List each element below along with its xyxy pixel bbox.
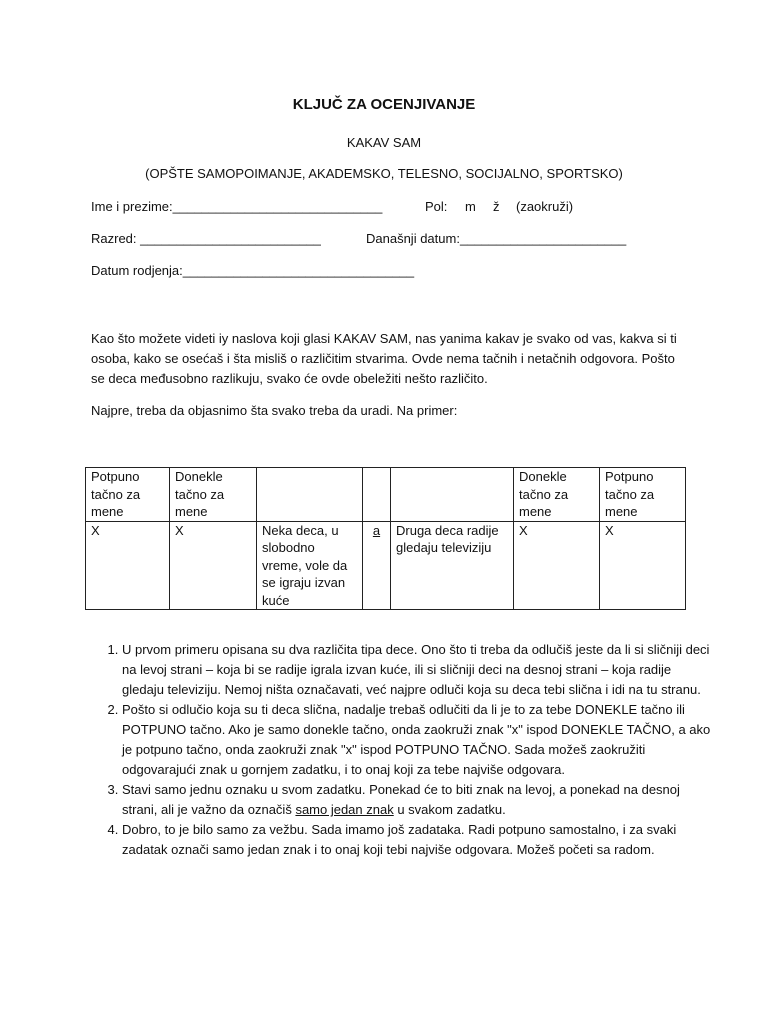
instruction-item: 2. Pošto si odlučio koja su ti deca slična, nadalje trebaš odlučiti da li je to za tebe DONEKLE tačno ili POTPUNO tačno. Ako je samo donekle tačno, onda zaokruži znak "x" ispod DONEKLE TAČNO, a ako je potpuno tačno, onda zaokruži znak "x" ispod POTPUNO TAČNO. Sada možeš zaokružiti odgovarajući znak u gornjem zadatku, i to onaj koji za tebe najviše odgovara. [122,700,712,780]
table-cell: X [170,521,257,610]
instruction-item: 1. U prvom primeru opisana su dva različita tipa dece. Ono što ti treba da odlučiš jeste da li si sličniji deci na levoj strani – koja bi se radije igrala izvan kuće, ili si sličniji deci na desnoj strani – koja radije gledaju televiziju. Nemoj ništa označavati, već najpre odluči koja su deca tebi slična i idi na tu stranu. [122,640,712,700]
document-subtitle: KAKAV SAM [346,135,422,150]
document-title: KLJUČ ZA OCENJIVANJE [292,96,476,113]
example-intro: Najpre, treba da objasnimo šta svako treba da uradi. Na primer: [91,403,458,418]
class-field: Razred: _________________________ [91,231,321,246]
table-header-cell: Donekle tačno za mene [514,468,600,522]
sex-note: (zaokruži) [516,199,574,214]
table-header-cell: Potpuno tačno za mene [86,468,170,522]
intro-paragraph: Kao što možete videti iy naslova koji glasi KAKAV SAM, nas yanima kakav je svako od vas, kakva si ti osoba, kako se osećaš i šta misliš o različitim stvarima. Ovde nema tačnih i netačnih odgovora. Pošto se deca međusobno razlikuju, svako će ovde obeležiti nešto različito. [91,331,677,386]
table-header-cell [391,468,514,522]
sex-option-m: m [465,199,476,214]
table-header-cell [363,468,391,522]
table-cell: Neka deca, u slobodno vreme, vole da se igraju izvan kuće [257,521,363,610]
categories-line: (OPŠTE SAMOPOIMANJE, AKADEMSKO, TELESNO, SOCIJALNO, SPORTSKO) [145,166,623,181]
instruction-item: 4. Dobro, to je bilo samo za vežbu. Sada imamo još zadataka. Radi potpuno samostalno, i za svaki zadatak označi samo jedan znak i to onaj koji tebi najviše odgovara. Možeš početi sa radom. [122,820,712,860]
instruction-text: Stavi samo jednu oznaku u svom zadatku. Ponekad će to biti znak na levoj, a ponekad na desnoj strani, ali je važno da označiš [122,782,680,817]
table-header-row [86,468,686,522]
instruction-item [122,780,712,820]
instruction-emphasis: samo jedan znak [295,802,394,817]
date-field: Današnji datum:_______________________ [366,231,627,246]
table-header-cell [257,468,363,522]
table-cell: Druga deca radije gledaju televiziju [391,521,514,610]
sex-label: Pol: [425,199,448,214]
instruction-text: u svakom zadatku. [393,802,506,817]
sex-option-z: ž [493,199,500,214]
table-header-cell: Donekle tačno za mene [170,468,257,522]
birth-date-field: Datum rodjenja:________________________________ [91,263,415,278]
table-cell: X [600,521,686,610]
name-field: Ime i prezime:_____________________________ [91,199,383,214]
table-cell: X [86,521,170,610]
table-cell-marker: a [363,521,391,610]
table-header-cell: Potpuno tačno za mene [600,468,686,522]
instructions-list [92,640,712,860]
example-table [85,467,686,610]
table-cell: X [514,521,600,610]
table-row [86,521,686,610]
